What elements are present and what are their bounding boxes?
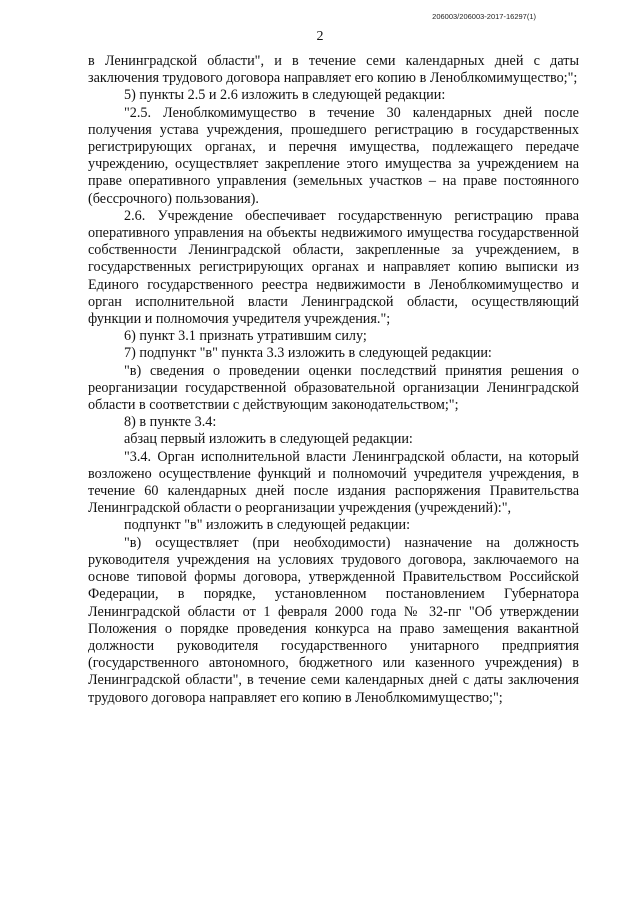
paragraph: 5) пункты 2.5 и 2.6 изложить в следующей редакции: [124, 87, 446, 104]
paragraph: 7) подпункт "в" пункта 3.3 изложить в следующей редакции: [124, 345, 492, 362]
paragraph: "в) осуществляет (при необходимости) назначение на должность руководителя учреждения на условиях трудового договора, заключаемого на основе типовой формы договора, утвержденной Правительством Российской Федерации, в порядке, установленном постановлением Губернатора Ленинградской области от 1 февраля 2000 года № 32-пг "Об утверждении Положения о порядке проведения конкурса на право замещения вакантной должности руководителя государственного унитарного предприятия (государственного автономного, бюджетного или казенного учреждения) в Ленинградской области", в течение семи календарных дней с даты заключения трудового договора направляет его копию в Леноблкомимущество;"; [88, 534, 579, 706]
paragraph: "в) сведения о проведении оценки последствий принятия решения о реорганизации государственной образовательной организации Ленинградской области в соответствии с действующим законодательством;"; [88, 362, 579, 414]
document-code: 206003/206003-2017-16297(1) [432, 12, 536, 21]
paragraph: подпункт "в" изложить в следующей редакции: [124, 517, 411, 534]
document-body [88, 53, 579, 707]
paragraph: 8) в пункте 3.4: [124, 414, 217, 431]
paragraph: "2.5. Леноблкомимущество в течение 30 календарных дней после получения устава учреждения, прошедшего регистрацию в государственных регистрирующих органах, и перечня имущества, подлежащего передаче учреждению, осуществляет закрепление этого имущества за учреждением на праве оперативного управления (земельных участков – на праве постоянного (бессрочного) пользования). [88, 104, 579, 207]
paragraph: абзац первый изложить в следующей редакции: [124, 431, 413, 448]
paragraph: в Ленинградской области", и в течение семи календарных дней с даты заключения трудового договора направляет его копию в Леноблкомимущество;"; [88, 53, 579, 87]
paragraph: 2.6. Учреждение обеспечивает государственную регистрацию права оперативного управления на объекты недвижимого имущества государственной собственности Ленинградской области, закрепленные за учреждением, в государственных регистрирующих органах и направляет копию выписки из Единого государственного реестра недвижимости в Леноблкомимущество и орган исполнительной власти Ленинградской области, осуществляющий функции и полномочия учредителя учреждения."; [88, 207, 579, 328]
paragraph: "3.4. Орган исполнительной власти Ленинградской области, на который возложено осуществление функций и полномочий учредителя учреждения, в течение 60 календарных дней после издания распоряжения Правительства Ленинградской области о реорганизации учреждения (учреждений):", [88, 448, 579, 517]
page-number: 2 [316, 29, 324, 44]
paragraph: 6) пункт 3.1 признать утратившим силу; [124, 328, 367, 345]
